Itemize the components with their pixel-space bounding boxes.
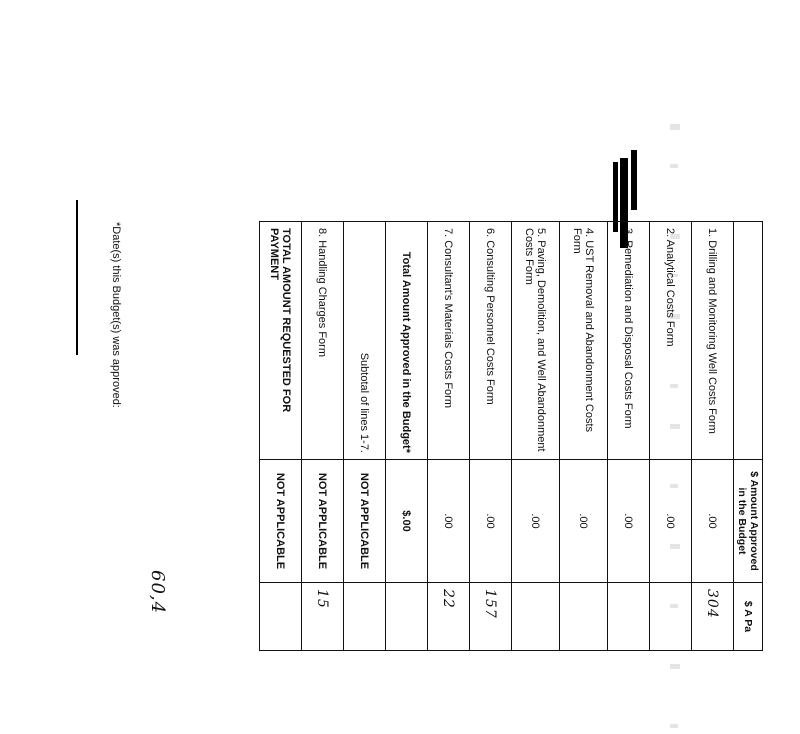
row-label: 1. Drilling and Monitoring Well Costs Form xyxy=(692,222,734,460)
row-amount: .00 xyxy=(470,460,512,583)
row-amount: .00 xyxy=(512,460,560,583)
table-row xyxy=(608,222,650,651)
table-row xyxy=(692,222,734,651)
row-next-handwritten: 157 xyxy=(470,583,512,651)
header-next-column: $ A Pa xyxy=(734,583,763,651)
row-label: 2. Analytical Costs Form xyxy=(650,222,692,460)
row-label: 5. Paving, Demolition, and Well Abandonment Costs Form xyxy=(512,222,560,460)
row-next-handwritten: 304 xyxy=(692,583,734,651)
budget-table xyxy=(259,221,763,651)
table-row xyxy=(560,222,608,651)
row-next xyxy=(512,583,560,651)
subtotal-next xyxy=(344,583,386,651)
header-label-cell xyxy=(734,222,763,460)
table-row xyxy=(470,222,512,651)
handling-amount: NOT APPLICABLE xyxy=(302,460,344,583)
row-next-handwritten: 22 xyxy=(428,583,470,651)
subtotal-label: Subtotal of lines 1-7. xyxy=(344,222,386,460)
total-approved-label: Total Amount Approved in the Budget* xyxy=(386,222,428,460)
total-approved-amount: $.00 xyxy=(386,460,428,583)
table-row xyxy=(650,222,692,651)
row-next xyxy=(650,583,692,651)
row-amount: .00 xyxy=(428,460,470,583)
row-next xyxy=(608,583,650,651)
total-requested-label: TOTAL AMOUNT REQUESTED FOR PAYMENT xyxy=(260,222,302,460)
handling-label: 8. Handling Charges Form xyxy=(302,222,344,460)
header-amount-approved: $ Amount Approved in the Budget xyxy=(734,460,763,583)
subtotal-amount: NOT APPLICABLE xyxy=(344,460,386,583)
table-header-row xyxy=(734,222,763,651)
row-amount: .00 xyxy=(608,460,650,583)
row-label: 6. Consulting Personnel Costs Form xyxy=(470,222,512,460)
total-requested-next xyxy=(260,583,302,651)
table-row xyxy=(512,222,560,651)
row-amount: .00 xyxy=(692,460,734,583)
signature-line xyxy=(76,200,78,355)
handwritten-note: 60,4 xyxy=(147,570,168,615)
total-requested-row xyxy=(260,222,302,651)
handling-row xyxy=(302,222,344,651)
total-approved-row xyxy=(386,222,428,651)
subtotal-row xyxy=(344,222,386,651)
row-label: 3. Remediation and Disposal Costs Form xyxy=(608,222,650,460)
row-label: 7. Consultant's Materials Costs Form xyxy=(428,222,470,460)
total-requested-amount: NOT APPLICABLE xyxy=(260,460,302,583)
row-amount: .00 xyxy=(560,460,608,583)
handling-next-handwritten: 15 xyxy=(302,583,344,651)
table-row xyxy=(428,222,470,651)
row-label: 4. UST Removal and Abandonment Costs Form xyxy=(560,222,608,460)
row-amount: .00 xyxy=(650,460,692,583)
row-next xyxy=(560,583,608,651)
total-approved-next xyxy=(386,583,428,651)
footnote: *Date(s) this Budget(s) was approved: xyxy=(110,222,122,408)
